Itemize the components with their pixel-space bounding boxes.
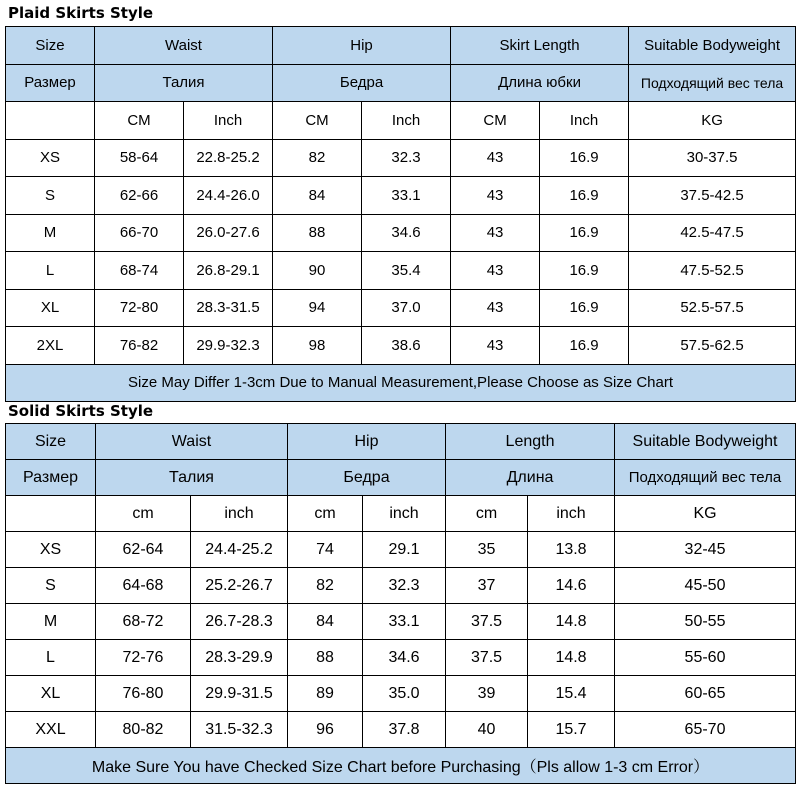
table-cell: 34.6 [363, 640, 446, 676]
table-cell: 16.9 [540, 177, 629, 215]
table-cell: 24.4-26.0 [184, 177, 273, 215]
unit-cell: inch [528, 496, 615, 532]
table-cell: 37.8 [363, 712, 446, 748]
header-cell: Size [6, 27, 95, 65]
table-cell: 65-70 [615, 712, 796, 748]
table-cell: 43 [451, 252, 540, 290]
table-cell: 14.8 [528, 640, 615, 676]
solid-header-ru-row [6, 460, 796, 496]
table-cell: 15.4 [528, 676, 615, 712]
table-cell: 15.7 [528, 712, 615, 748]
table-cell: XL [6, 289, 95, 327]
table-cell: 32.3 [362, 139, 451, 177]
table-cell: M [6, 214, 95, 252]
table-cell: 52.5-57.5 [629, 289, 796, 327]
table-cell: 24.4-25.2 [191, 532, 288, 568]
table-cell: 68-72 [96, 604, 191, 640]
solid-note-row [6, 748, 796, 784]
unit-cell [6, 496, 96, 532]
table-cell: XS [6, 139, 95, 177]
table-cell: 37 [446, 568, 528, 604]
table-cell: 88 [273, 214, 362, 252]
plaid-note-row [6, 364, 796, 402]
table-cell: XL [6, 676, 96, 712]
table-cell: 58-64 [95, 139, 184, 177]
table-cell: 32.3 [363, 568, 446, 604]
table-cell: 16.9 [540, 327, 629, 365]
table-cell: 88 [288, 640, 363, 676]
table-cell: 26.7-28.3 [191, 604, 288, 640]
table-cell: 72-80 [95, 289, 184, 327]
unit-cell: CM [273, 102, 362, 140]
header-cell: Длина юбки [451, 64, 629, 102]
plaid-header-en-row [6, 27, 796, 65]
unit-cell: CM [95, 102, 184, 140]
header-cell: Подходящий вес тела [629, 64, 796, 102]
unit-cell: KG [615, 496, 796, 532]
table-cell: 35 [446, 532, 528, 568]
table-cell: 33.1 [362, 177, 451, 215]
header-cell: Size [6, 424, 96, 460]
table-cell: L [6, 252, 95, 290]
plaid-header-ru-row [6, 64, 796, 102]
table-cell: 26.8-29.1 [184, 252, 273, 290]
table-cell: 37.5-42.5 [629, 177, 796, 215]
table-cell: 98 [273, 327, 362, 365]
table-cell: M [6, 604, 96, 640]
header-cell: Length [446, 424, 615, 460]
table-cell: 22.8-25.2 [184, 139, 273, 177]
table-cell: 62-66 [95, 177, 184, 215]
header-cell: Skirt Length [451, 27, 629, 65]
table-cell: 90 [273, 252, 362, 290]
table-cell: XS [6, 532, 96, 568]
table-cell: 31.5-32.3 [191, 712, 288, 748]
table-cell: 26.0-27.6 [184, 214, 273, 252]
table-cell: 33.1 [363, 604, 446, 640]
table-row [6, 139, 796, 177]
table-cell: 43 [451, 289, 540, 327]
table-cell: 38.6 [362, 327, 451, 365]
table-row [6, 676, 796, 712]
solid-note: Make Sure You have Checked Size Chart before Purchasing（Pls allow 1-3 cm Error） [6, 748, 796, 784]
table-cell: 84 [273, 177, 362, 215]
table-row [6, 640, 796, 676]
table-cell: 29.9-31.5 [191, 676, 288, 712]
header-cell: Hip [288, 424, 446, 460]
unit-cell: KG [629, 102, 796, 140]
table-cell: 43 [451, 214, 540, 252]
table-row [6, 568, 796, 604]
solid-units-row [6, 496, 796, 532]
table-cell: 55-60 [615, 640, 796, 676]
header-cell: Hip [273, 27, 451, 65]
header-cell: Талия [96, 460, 288, 496]
table-cell: 16.9 [540, 252, 629, 290]
solid-header-en-row [6, 424, 796, 460]
table-cell: 35.4 [362, 252, 451, 290]
table-cell: 2XL [6, 327, 95, 365]
table-cell: 47.5-52.5 [629, 252, 796, 290]
table-cell: 29.9-32.3 [184, 327, 273, 365]
table-cell: 43 [451, 327, 540, 365]
table-row [6, 177, 796, 215]
table-cell: 40 [446, 712, 528, 748]
table-cell: 66-70 [95, 214, 184, 252]
table-cell: 39 [446, 676, 528, 712]
table-cell: L [6, 640, 96, 676]
table-cell: XXL [6, 712, 96, 748]
unit-cell: cm [446, 496, 528, 532]
table-cell: 14.6 [528, 568, 615, 604]
table-cell: 16.9 [540, 214, 629, 252]
table-cell: S [6, 177, 95, 215]
table-cell: 57.5-62.5 [629, 327, 796, 365]
unit-cell: Inch [184, 102, 273, 140]
table-cell: 13.8 [528, 532, 615, 568]
table-cell: 32-45 [615, 532, 796, 568]
plaid-size-table [5, 26, 796, 402]
header-cell: Suitable Bodyweight [629, 27, 796, 65]
table-cell: 43 [451, 177, 540, 215]
solid-size-table [5, 423, 796, 784]
table-row [6, 327, 796, 365]
table-cell: 82 [273, 139, 362, 177]
header-cell: Бедра [273, 64, 451, 102]
unit-cell: inch [191, 496, 288, 532]
table-cell: 76-80 [96, 676, 191, 712]
table-cell: 37.5 [446, 640, 528, 676]
table-cell: 64-68 [96, 568, 191, 604]
table-row [6, 214, 796, 252]
plaid-section-title: Plaid Skirts Style [8, 4, 154, 22]
table-cell: 28.3-31.5 [184, 289, 273, 327]
table-row [6, 289, 796, 327]
plaid-note: Size May Differ 1-3cm Due to Manual Measurement,Please Choose as Size Chart [6, 364, 796, 402]
header-cell: Длина [446, 460, 615, 496]
unit-cell: inch [363, 496, 446, 532]
table-cell: 37.0 [362, 289, 451, 327]
header-cell: Талия [95, 64, 273, 102]
table-cell: 72-76 [96, 640, 191, 676]
table-cell: 42.5-47.5 [629, 214, 796, 252]
unit-cell: Inch [362, 102, 451, 140]
unit-cell: Inch [540, 102, 629, 140]
table-cell: 76-82 [95, 327, 184, 365]
table-cell: 37.5 [446, 604, 528, 640]
header-cell: Размер [6, 460, 96, 496]
solid-section-title: Solid Skirts Style [8, 402, 154, 420]
table-cell: 28.3-29.9 [191, 640, 288, 676]
table-row [6, 604, 796, 640]
table-cell: 74 [288, 532, 363, 568]
header-cell: Бедра [288, 460, 446, 496]
table-cell: 80-82 [96, 712, 191, 748]
table-cell: 62-64 [96, 532, 191, 568]
table-cell: 82 [288, 568, 363, 604]
header-cell: Waist [95, 27, 273, 65]
table-cell: 84 [288, 604, 363, 640]
table-cell: 14.8 [528, 604, 615, 640]
table-cell: 45-50 [615, 568, 796, 604]
table-cell: 34.6 [362, 214, 451, 252]
unit-cell: CM [451, 102, 540, 140]
table-cell: 25.2-26.7 [191, 568, 288, 604]
header-cell: Подходящий вес тела [615, 460, 796, 496]
header-cell: Размер [6, 64, 95, 102]
table-cell: 29.1 [363, 532, 446, 568]
table-cell: S [6, 568, 96, 604]
table-row [6, 252, 796, 290]
table-cell: 96 [288, 712, 363, 748]
header-cell: Suitable Bodyweight [615, 424, 796, 460]
table-cell: 50-55 [615, 604, 796, 640]
table-cell: 89 [288, 676, 363, 712]
table-cell: 35.0 [363, 676, 446, 712]
table-cell: 16.9 [540, 139, 629, 177]
header-cell: Waist [96, 424, 288, 460]
table-cell: 30-37.5 [629, 139, 796, 177]
table-cell: 60-65 [615, 676, 796, 712]
table-row [6, 712, 796, 748]
unit-cell: cm [96, 496, 191, 532]
table-cell: 16.9 [540, 289, 629, 327]
unit-cell: cm [288, 496, 363, 532]
table-cell: 94 [273, 289, 362, 327]
table-cell: 68-74 [95, 252, 184, 290]
plaid-units-row [6, 102, 796, 140]
unit-cell [6, 102, 95, 140]
table-cell: 43 [451, 139, 540, 177]
table-row [6, 532, 796, 568]
